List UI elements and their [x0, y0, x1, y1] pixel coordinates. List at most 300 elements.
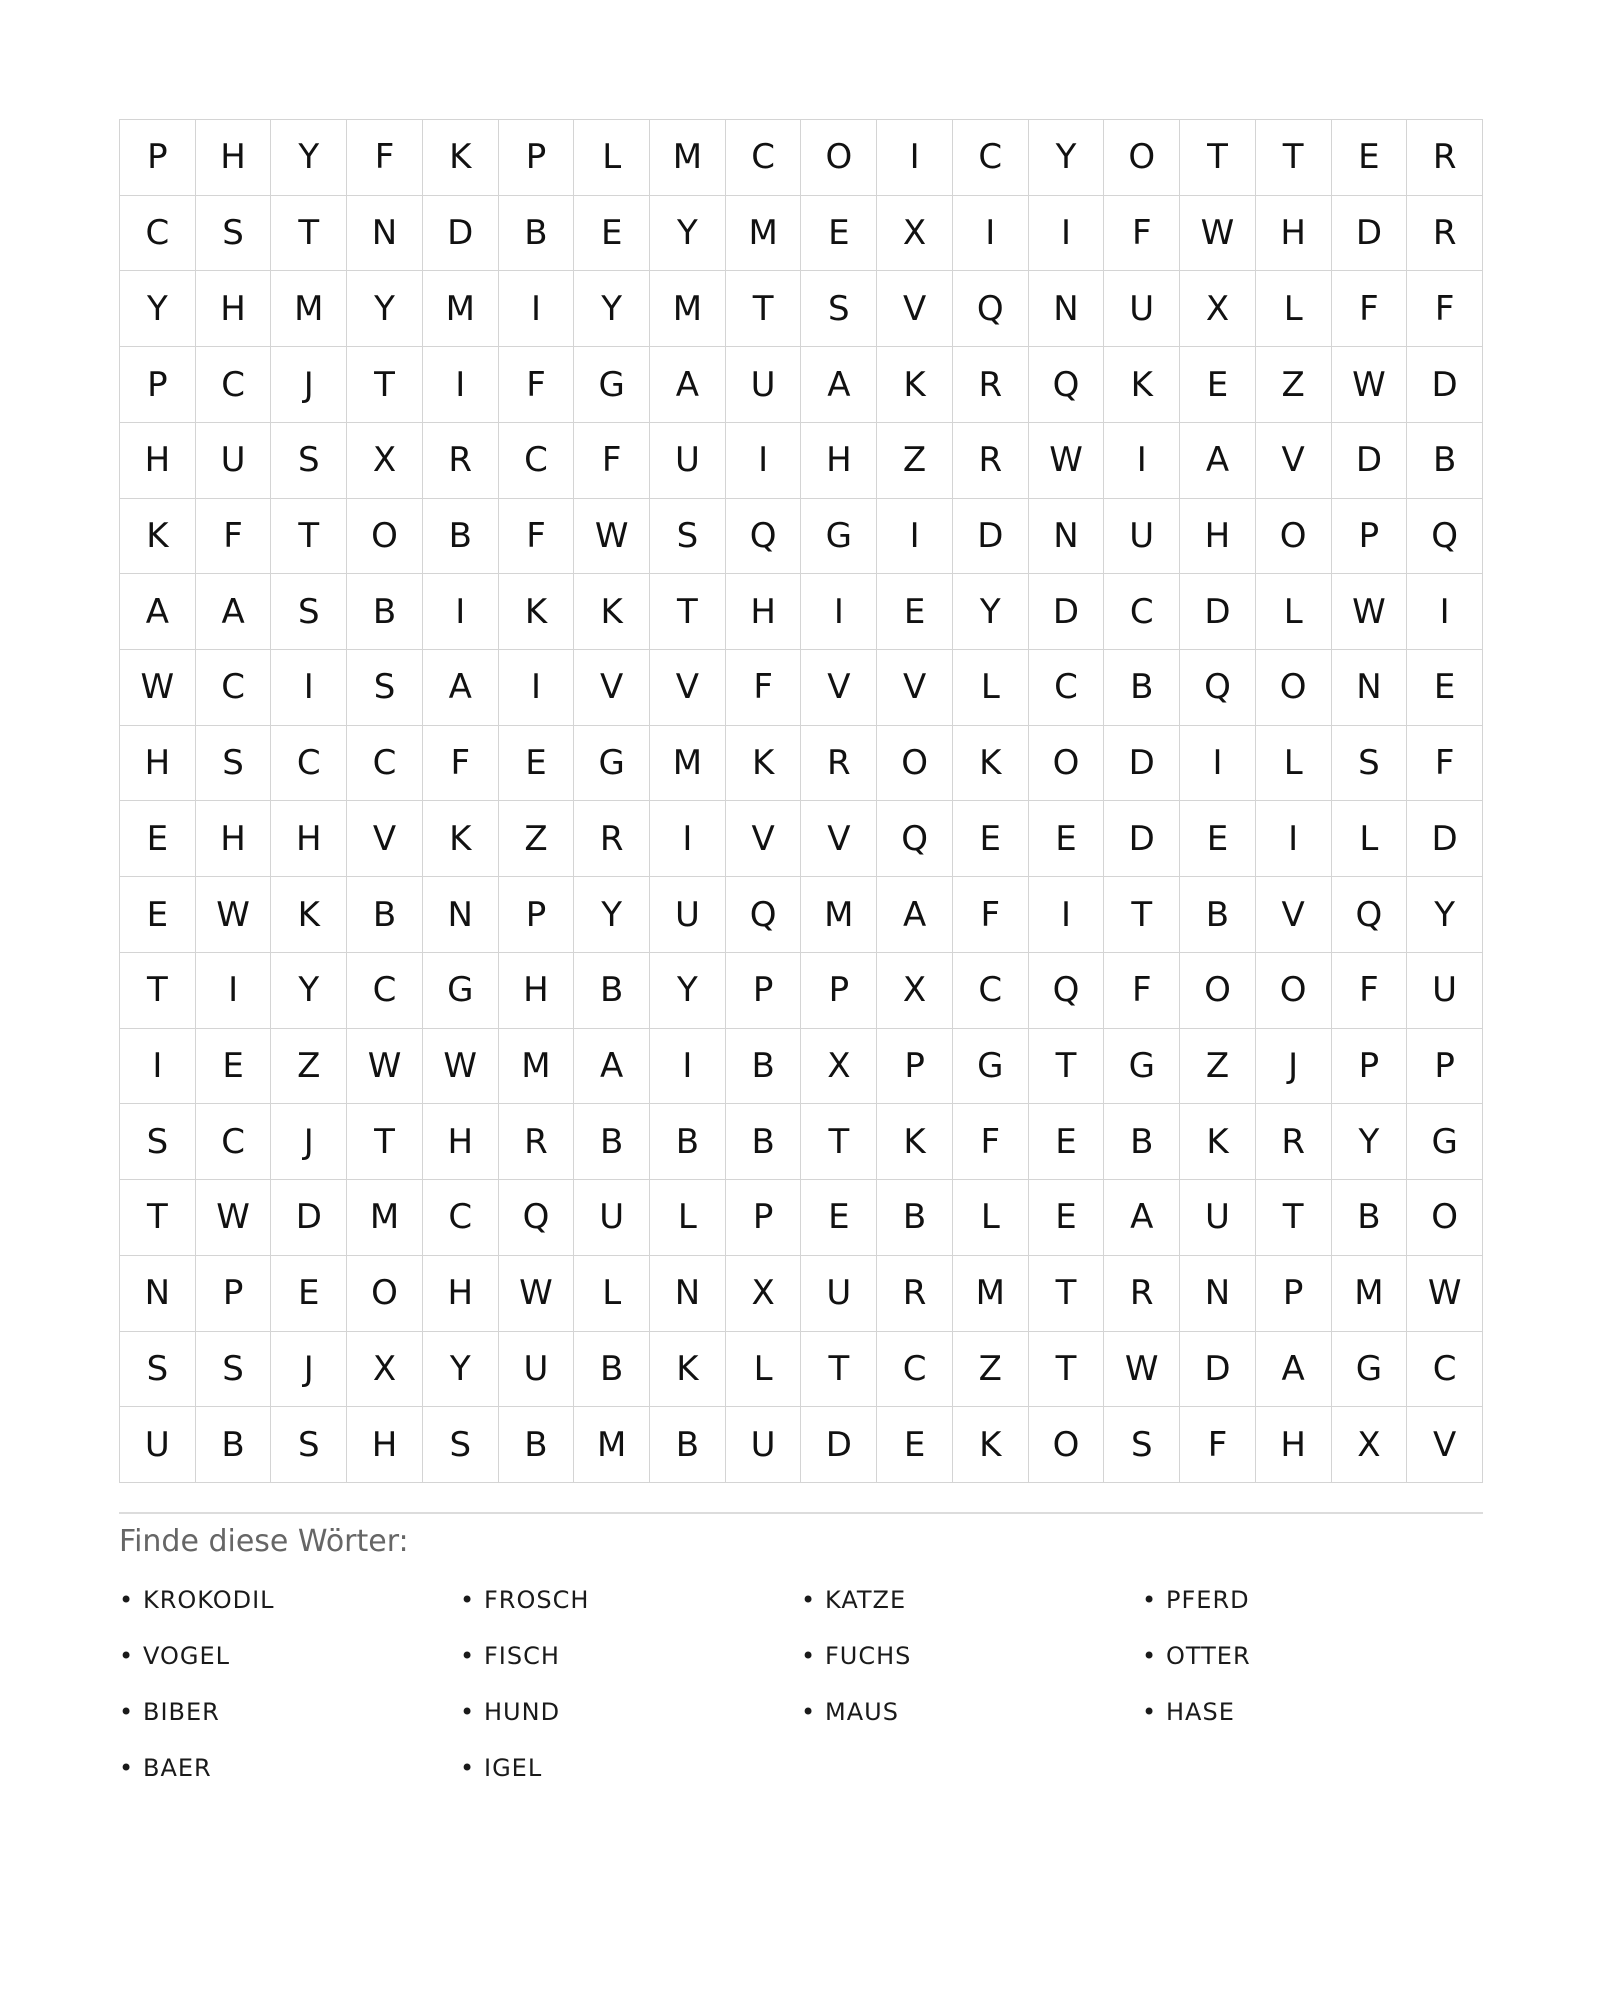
grid-cell[interactable]: N — [1180, 1256, 1256, 1332]
grid-cell[interactable]: P — [1407, 1029, 1483, 1105]
grid-cell[interactable]: Q — [1029, 953, 1105, 1029]
grid-cell[interactable]: Y — [953, 574, 1029, 650]
grid-cell[interactable]: H — [271, 801, 347, 877]
grid-cell[interactable]: Z — [953, 1332, 1029, 1408]
grid-cell[interactable]: U — [1180, 1180, 1256, 1256]
grid-cell[interactable]: E — [1332, 120, 1408, 196]
grid-cell[interactable]: W — [347, 1029, 423, 1105]
grid-cell[interactable]: S — [1104, 1407, 1180, 1483]
grid-cell[interactable]: F — [726, 650, 802, 726]
grid-cell[interactable]: I — [423, 574, 499, 650]
grid-cell[interactable]: B — [650, 1407, 726, 1483]
grid-cell[interactable]: F — [1332, 271, 1408, 347]
grid-cell[interactable]: Y — [120, 271, 196, 347]
grid-cell[interactable]: I — [801, 574, 877, 650]
grid-cell[interactable]: I — [1256, 801, 1332, 877]
grid-cell[interactable]: K — [1104, 347, 1180, 423]
grid-cell[interactable]: X — [877, 196, 953, 272]
grid-cell[interactable]: F — [423, 726, 499, 802]
grid-cell[interactable]: L — [953, 650, 1029, 726]
grid-cell[interactable]: W — [1104, 1332, 1180, 1408]
grid-cell[interactable]: U — [726, 1407, 802, 1483]
grid-cell[interactable]: M — [347, 1180, 423, 1256]
grid-cell[interactable]: H — [120, 726, 196, 802]
grid-cell[interactable]: J — [271, 1104, 347, 1180]
grid-cell[interactable]: T — [726, 271, 802, 347]
grid-cell[interactable]: K — [423, 120, 499, 196]
grid-cell[interactable]: V — [801, 801, 877, 877]
grid-cell[interactable]: Q — [1029, 347, 1105, 423]
grid-cell[interactable]: E — [801, 1180, 877, 1256]
grid-cell[interactable]: V — [347, 801, 423, 877]
grid-cell[interactable]: G — [574, 726, 650, 802]
grid-cell[interactable]: B — [1332, 1180, 1408, 1256]
grid-cell[interactable]: Z — [1256, 347, 1332, 423]
grid-cell[interactable]: J — [271, 347, 347, 423]
grid-cell[interactable]: V — [650, 650, 726, 726]
grid-cell[interactable]: M — [650, 120, 726, 196]
grid-cell[interactable]: E — [120, 801, 196, 877]
grid-cell[interactable]: K — [120, 499, 196, 575]
grid-cell[interactable]: C — [196, 1104, 272, 1180]
grid-cell[interactable]: T — [347, 347, 423, 423]
grid-cell[interactable]: U — [726, 347, 802, 423]
grid-cell[interactable]: V — [726, 801, 802, 877]
grid-cell[interactable]: R — [801, 726, 877, 802]
grid-cell[interactable]: S — [120, 1104, 196, 1180]
grid-cell[interactable]: S — [271, 1407, 347, 1483]
grid-cell[interactable]: H — [120, 423, 196, 499]
grid-cell[interactable]: M — [953, 1256, 1029, 1332]
grid-cell[interactable]: U — [1104, 271, 1180, 347]
grid-cell[interactable]: Y — [1407, 877, 1483, 953]
grid-cell[interactable]: E — [196, 1029, 272, 1105]
grid-cell[interactable]: E — [801, 196, 877, 272]
grid-cell[interactable]: T — [801, 1332, 877, 1408]
grid-cell[interactable]: C — [347, 953, 423, 1029]
grid-cell[interactable]: L — [726, 1332, 802, 1408]
grid-cell[interactable]: K — [877, 1104, 953, 1180]
grid-cell[interactable]: D — [953, 499, 1029, 575]
grid-cell[interactable]: E — [1407, 650, 1483, 726]
grid-cell[interactable]: W — [1407, 1256, 1483, 1332]
grid-cell[interactable]: A — [423, 650, 499, 726]
grid-cell[interactable]: X — [347, 423, 423, 499]
grid-cell[interactable]: M — [650, 726, 726, 802]
grid-cell[interactable]: L — [953, 1180, 1029, 1256]
grid-cell[interactable]: W — [1332, 347, 1408, 423]
grid-cell[interactable]: C — [271, 726, 347, 802]
grid-cell[interactable]: L — [574, 120, 650, 196]
grid-cell[interactable]: K — [650, 1332, 726, 1408]
grid-cell[interactable]: U — [499, 1332, 575, 1408]
grid-cell[interactable]: F — [953, 1104, 1029, 1180]
grid-cell[interactable]: I — [120, 1029, 196, 1105]
grid-cell[interactable]: K — [574, 574, 650, 650]
grid-cell[interactable]: C — [1407, 1332, 1483, 1408]
grid-cell[interactable]: Q — [726, 499, 802, 575]
grid-cell[interactable]: B — [574, 953, 650, 1029]
grid-cell[interactable]: I — [1029, 196, 1105, 272]
grid-cell[interactable]: B — [1180, 877, 1256, 953]
grid-cell[interactable]: S — [1332, 726, 1408, 802]
grid-cell[interactable]: O — [877, 726, 953, 802]
grid-cell[interactable]: G — [1407, 1104, 1483, 1180]
grid-cell[interactable]: D — [1180, 1332, 1256, 1408]
grid-cell[interactable]: L — [1256, 574, 1332, 650]
grid-cell[interactable]: X — [1180, 271, 1256, 347]
grid-cell[interactable]: C — [347, 726, 423, 802]
grid-cell[interactable]: W — [1029, 423, 1105, 499]
grid-cell[interactable]: I — [953, 196, 1029, 272]
grid-cell[interactable]: T — [1180, 120, 1256, 196]
grid-cell[interactable]: P — [120, 347, 196, 423]
grid-cell[interactable]: A — [1104, 1180, 1180, 1256]
grid-cell[interactable]: S — [271, 574, 347, 650]
grid-cell[interactable]: U — [801, 1256, 877, 1332]
grid-cell[interactable]: V — [801, 650, 877, 726]
grid-cell[interactable]: A — [196, 574, 272, 650]
grid-cell[interactable]: Y — [271, 953, 347, 1029]
grid-cell[interactable]: U — [574, 1180, 650, 1256]
grid-cell[interactable]: H — [726, 574, 802, 650]
grid-cell[interactable]: E — [1180, 347, 1256, 423]
grid-cell[interactable]: H — [196, 120, 272, 196]
grid-cell[interactable]: Q — [1332, 877, 1408, 953]
grid-cell[interactable]: M — [574, 1407, 650, 1483]
grid-cell[interactable]: Q — [953, 271, 1029, 347]
grid-cell[interactable]: T — [801, 1104, 877, 1180]
grid-cell[interactable]: D — [1407, 801, 1483, 877]
grid-cell[interactable]: K — [953, 1407, 1029, 1483]
grid-cell[interactable]: Y — [1332, 1104, 1408, 1180]
grid-cell[interactable]: U — [650, 423, 726, 499]
grid-cell[interactable]: J — [1256, 1029, 1332, 1105]
grid-cell[interactable]: B — [1104, 650, 1180, 726]
grid-cell[interactable]: V — [1256, 423, 1332, 499]
grid-cell[interactable]: T — [1256, 1180, 1332, 1256]
grid-cell[interactable]: R — [1104, 1256, 1180, 1332]
grid-cell[interactable]: I — [423, 347, 499, 423]
grid-cell[interactable]: L — [650, 1180, 726, 1256]
grid-cell[interactable]: D — [271, 1180, 347, 1256]
grid-cell[interactable]: S — [801, 271, 877, 347]
grid-cell[interactable]: D — [801, 1407, 877, 1483]
grid-cell[interactable]: P — [1332, 499, 1408, 575]
grid-cell[interactable]: C — [423, 1180, 499, 1256]
grid-cell[interactable]: N — [347, 196, 423, 272]
grid-cell[interactable]: X — [347, 1332, 423, 1408]
grid-cell[interactable]: E — [271, 1256, 347, 1332]
grid-cell[interactable]: F — [1332, 953, 1408, 1029]
grid-cell[interactable]: X — [1332, 1407, 1408, 1483]
grid-cell[interactable]: D — [1407, 347, 1483, 423]
grid-cell[interactable]: S — [120, 1332, 196, 1408]
grid-cell[interactable]: I — [726, 423, 802, 499]
grid-cell[interactable]: R — [499, 1104, 575, 1180]
grid-cell[interactable]: R — [423, 423, 499, 499]
grid-cell[interactable]: D — [1332, 196, 1408, 272]
grid-cell[interactable]: F — [1180, 1407, 1256, 1483]
grid-cell[interactable]: S — [650, 499, 726, 575]
grid-cell[interactable]: O — [801, 120, 877, 196]
grid-cell[interactable]: B — [196, 1407, 272, 1483]
grid-cell[interactable]: Z — [499, 801, 575, 877]
grid-cell[interactable]: W — [120, 650, 196, 726]
grid-cell[interactable]: H — [196, 801, 272, 877]
grid-cell[interactable]: G — [423, 953, 499, 1029]
grid-cell[interactable]: C — [877, 1332, 953, 1408]
grid-cell[interactable]: I — [650, 801, 726, 877]
grid-cell[interactable]: A — [877, 877, 953, 953]
grid-cell[interactable]: L — [1256, 726, 1332, 802]
grid-cell[interactable]: G — [953, 1029, 1029, 1105]
grid-cell[interactable]: P — [499, 877, 575, 953]
grid-cell[interactable]: I — [499, 650, 575, 726]
grid-cell[interactable]: F — [574, 423, 650, 499]
grid-cell[interactable]: C — [953, 953, 1029, 1029]
grid-cell[interactable]: E — [574, 196, 650, 272]
grid-cell[interactable]: E — [499, 726, 575, 802]
grid-cell[interactable]: F — [953, 877, 1029, 953]
grid-cell[interactable]: K — [499, 574, 575, 650]
grid-cell[interactable]: N — [423, 877, 499, 953]
grid-cell[interactable]: Y — [423, 1332, 499, 1408]
grid-cell[interactable]: O — [1256, 650, 1332, 726]
grid-cell[interactable]: N — [120, 1256, 196, 1332]
grid-cell[interactable]: F — [499, 499, 575, 575]
grid-cell[interactable]: T — [120, 1180, 196, 1256]
grid-cell[interactable]: R — [1407, 196, 1483, 272]
grid-cell[interactable]: N — [1029, 499, 1105, 575]
grid-cell[interactable]: Y — [271, 120, 347, 196]
grid-cell[interactable]: L — [1332, 801, 1408, 877]
grid-cell[interactable]: O — [1407, 1180, 1483, 1256]
grid-cell[interactable]: T — [650, 574, 726, 650]
grid-cell[interactable]: T — [271, 499, 347, 575]
grid-cell[interactable]: G — [1332, 1332, 1408, 1408]
grid-cell[interactable]: E — [1029, 1104, 1105, 1180]
grid-cell[interactable]: T — [1029, 1029, 1105, 1105]
grid-cell[interactable]: P — [801, 953, 877, 1029]
grid-cell[interactable]: T — [1029, 1332, 1105, 1408]
grid-cell[interactable]: M — [650, 271, 726, 347]
grid-cell[interactable]: P — [1332, 1029, 1408, 1105]
grid-cell[interactable]: Y — [650, 953, 726, 1029]
grid-cell[interactable]: A — [801, 347, 877, 423]
grid-cell[interactable]: B — [574, 1104, 650, 1180]
grid-cell[interactable]: F — [1104, 953, 1180, 1029]
grid-cell[interactable]: P — [726, 953, 802, 1029]
grid-cell[interactable]: L — [574, 1256, 650, 1332]
grid-cell[interactable]: P — [726, 1180, 802, 1256]
grid-cell[interactable]: V — [877, 650, 953, 726]
grid-cell[interactable]: O — [1029, 726, 1105, 802]
grid-cell[interactable]: W — [423, 1029, 499, 1105]
grid-cell[interactable]: S — [196, 196, 272, 272]
grid-cell[interactable]: I — [650, 1029, 726, 1105]
grid-cell[interactable]: W — [499, 1256, 575, 1332]
grid-cell[interactable]: R — [1407, 120, 1483, 196]
grid-cell[interactable]: I — [877, 499, 953, 575]
grid-cell[interactable]: X — [801, 1029, 877, 1105]
grid-cell[interactable]: C — [120, 196, 196, 272]
grid-cell[interactable]: I — [877, 120, 953, 196]
grid-cell[interactable]: K — [877, 347, 953, 423]
grid-cell[interactable]: A — [1180, 423, 1256, 499]
grid-cell[interactable]: U — [650, 877, 726, 953]
grid-cell[interactable]: W — [574, 499, 650, 575]
grid-cell[interactable]: B — [1104, 1104, 1180, 1180]
grid-cell[interactable]: K — [1180, 1104, 1256, 1180]
grid-cell[interactable]: E — [120, 877, 196, 953]
grid-cell[interactable]: P — [196, 1256, 272, 1332]
grid-cell[interactable]: R — [574, 801, 650, 877]
grid-cell[interactable]: T — [347, 1104, 423, 1180]
grid-cell[interactable]: N — [650, 1256, 726, 1332]
grid-cell[interactable]: R — [953, 347, 1029, 423]
grid-cell[interactable]: Y — [650, 196, 726, 272]
grid-cell[interactable]: U — [120, 1407, 196, 1483]
grid-cell[interactable]: M — [726, 196, 802, 272]
grid-cell[interactable]: F — [499, 347, 575, 423]
grid-cell[interactable]: S — [271, 423, 347, 499]
grid-cell[interactable]: J — [271, 1332, 347, 1408]
grid-cell[interactable]: H — [1256, 196, 1332, 272]
grid-cell[interactable]: F — [1407, 271, 1483, 347]
grid-cell[interactable]: T — [1104, 877, 1180, 953]
grid-cell[interactable]: K — [423, 801, 499, 877]
grid-cell[interactable]: Y — [574, 271, 650, 347]
grid-cell[interactable]: N — [1332, 650, 1408, 726]
grid-cell[interactable]: B — [499, 196, 575, 272]
grid-cell[interactable]: W — [196, 1180, 272, 1256]
grid-cell[interactable]: O — [1256, 953, 1332, 1029]
grid-cell[interactable]: H — [801, 423, 877, 499]
grid-cell[interactable]: D — [1029, 574, 1105, 650]
grid-cell[interactable]: O — [1029, 1407, 1105, 1483]
grid-cell[interactable]: E — [877, 1407, 953, 1483]
grid-cell[interactable]: C — [196, 347, 272, 423]
grid-cell[interactable]: P — [120, 120, 196, 196]
grid-cell[interactable]: I — [196, 953, 272, 1029]
grid-cell[interactable]: K — [953, 726, 1029, 802]
grid-cell[interactable]: F — [1407, 726, 1483, 802]
grid-cell[interactable]: U — [196, 423, 272, 499]
grid-cell[interactable]: B — [726, 1104, 802, 1180]
grid-cell[interactable]: G — [1104, 1029, 1180, 1105]
grid-cell[interactable]: Q — [1407, 499, 1483, 575]
grid-cell[interactable]: C — [196, 650, 272, 726]
grid-cell[interactable]: M — [1332, 1256, 1408, 1332]
grid-cell[interactable]: S — [196, 1332, 272, 1408]
grid-cell[interactable]: H — [423, 1256, 499, 1332]
grid-cell[interactable]: E — [953, 801, 1029, 877]
grid-cell[interactable]: I — [1180, 726, 1256, 802]
grid-cell[interactable]: Q — [726, 877, 802, 953]
grid-cell[interactable]: Z — [271, 1029, 347, 1105]
grid-cell[interactable]: H — [1256, 1407, 1332, 1483]
grid-cell[interactable]: O — [1104, 120, 1180, 196]
grid-cell[interactable]: S — [423, 1407, 499, 1483]
grid-cell[interactable]: O — [347, 1256, 423, 1332]
grid-cell[interactable]: B — [574, 1332, 650, 1408]
grid-cell[interactable]: F — [1104, 196, 1180, 272]
grid-cell[interactable]: B — [423, 499, 499, 575]
grid-cell[interactable]: D — [1104, 801, 1180, 877]
grid-cell[interactable]: W — [196, 877, 272, 953]
grid-cell[interactable]: Y — [574, 877, 650, 953]
grid-cell[interactable]: T — [1029, 1256, 1105, 1332]
grid-cell[interactable]: H — [1180, 499, 1256, 575]
grid-cell[interactable]: R — [877, 1256, 953, 1332]
grid-cell[interactable]: Q — [499, 1180, 575, 1256]
grid-cell[interactable]: A — [1256, 1332, 1332, 1408]
grid-cell[interactable]: K — [726, 726, 802, 802]
grid-cell[interactable]: T — [120, 953, 196, 1029]
grid-cell[interactable]: T — [1256, 120, 1332, 196]
grid-cell[interactable]: B — [726, 1029, 802, 1105]
grid-cell[interactable]: I — [499, 271, 575, 347]
grid-cell[interactable]: F — [347, 120, 423, 196]
grid-cell[interactable]: V — [1256, 877, 1332, 953]
grid-cell[interactable]: E — [1180, 801, 1256, 877]
grid-cell[interactable]: Q — [1180, 650, 1256, 726]
grid-cell[interactable]: V — [1407, 1407, 1483, 1483]
grid-cell[interactable]: V — [574, 650, 650, 726]
grid-cell[interactable]: O — [1256, 499, 1332, 575]
grid-cell[interactable]: Q — [877, 801, 953, 877]
grid-cell[interactable]: K — [271, 877, 347, 953]
grid-cell[interactable]: Z — [1180, 1029, 1256, 1105]
grid-cell[interactable]: H — [423, 1104, 499, 1180]
grid-cell[interactable]: X — [877, 953, 953, 1029]
grid-cell[interactable]: C — [499, 423, 575, 499]
grid-cell[interactable]: B — [1407, 423, 1483, 499]
grid-cell[interactable]: T — [271, 196, 347, 272]
grid-cell[interactable]: I — [1104, 423, 1180, 499]
grid-cell[interactable]: B — [877, 1180, 953, 1256]
grid-cell[interactable]: M — [499, 1029, 575, 1105]
grid-cell[interactable]: P — [499, 120, 575, 196]
grid-cell[interactable]: G — [574, 347, 650, 423]
grid-cell[interactable]: S — [347, 650, 423, 726]
grid-cell[interactable]: D — [423, 196, 499, 272]
grid-cell[interactable]: R — [953, 423, 1029, 499]
grid-cell[interactable]: G — [801, 499, 877, 575]
grid-cell[interactable]: L — [1256, 271, 1332, 347]
grid-cell[interactable]: D — [1180, 574, 1256, 650]
grid-cell[interactable]: B — [650, 1104, 726, 1180]
grid-cell[interactable]: D — [1332, 423, 1408, 499]
grid-cell[interactable]: M — [271, 271, 347, 347]
grid-cell[interactable]: W — [1332, 574, 1408, 650]
grid-cell[interactable]: M — [423, 271, 499, 347]
grid-cell[interactable]: X — [726, 1256, 802, 1332]
grid-cell[interactable]: P — [1256, 1256, 1332, 1332]
grid-cell[interactable]: D — [1104, 726, 1180, 802]
grid-cell[interactable]: M — [801, 877, 877, 953]
grid-cell[interactable]: E — [877, 574, 953, 650]
grid-cell[interactable]: B — [347, 574, 423, 650]
grid-cell[interactable]: S — [196, 726, 272, 802]
grid-cell[interactable]: V — [877, 271, 953, 347]
grid-cell[interactable]: W — [1180, 196, 1256, 272]
grid-cell[interactable]: Y — [1029, 120, 1105, 196]
grid-cell[interactable]: A — [120, 574, 196, 650]
grid-cell[interactable]: C — [953, 120, 1029, 196]
grid-cell[interactable]: I — [271, 650, 347, 726]
